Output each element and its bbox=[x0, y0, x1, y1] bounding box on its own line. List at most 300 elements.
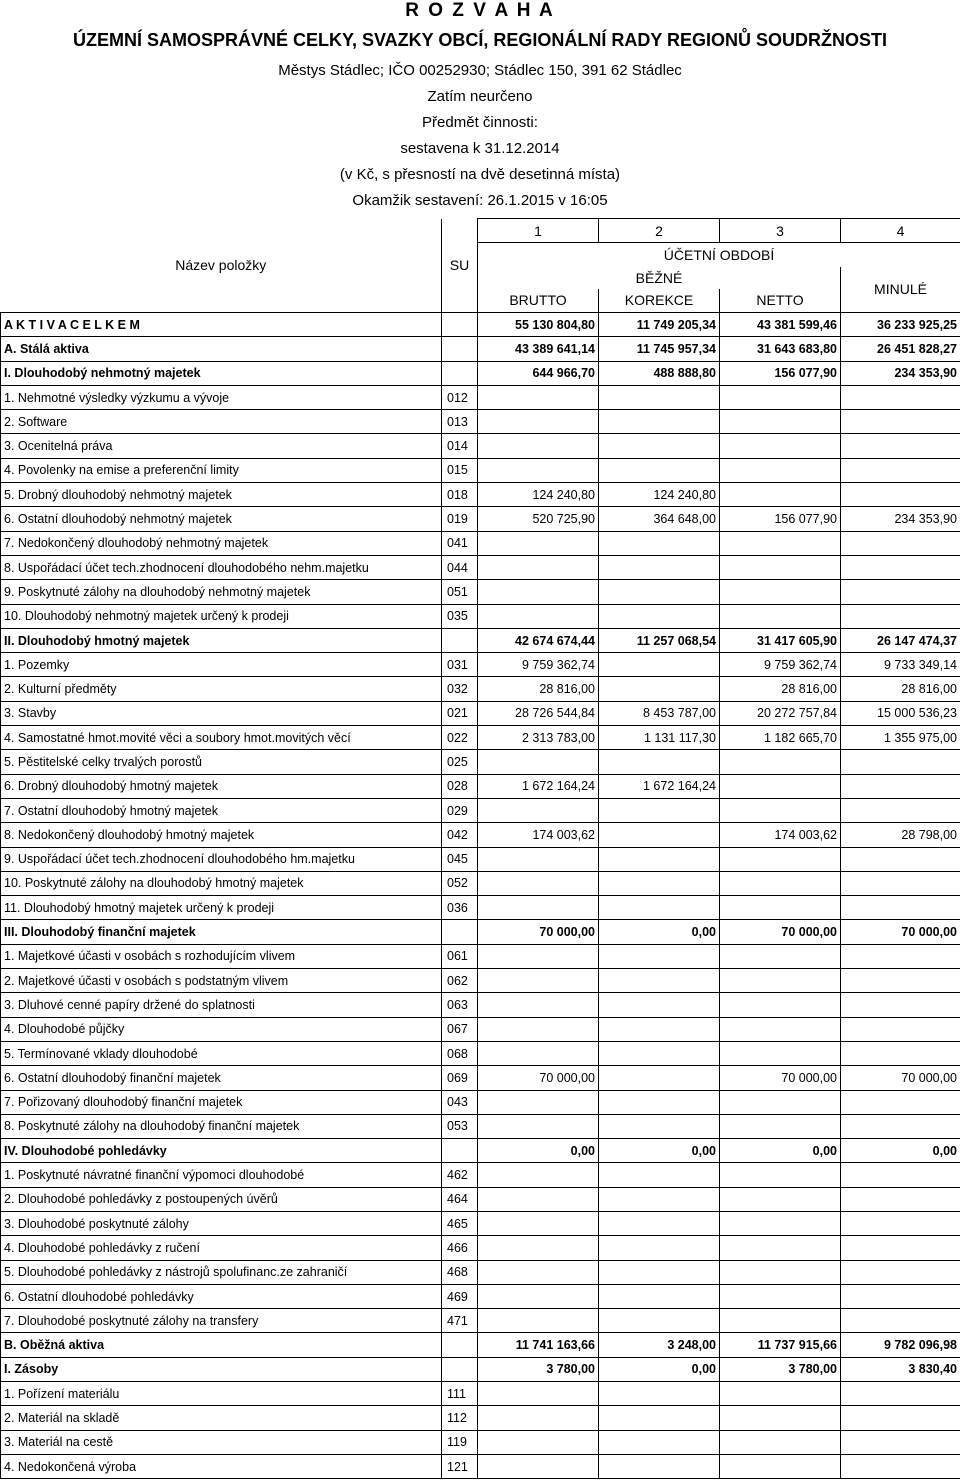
row-netto bbox=[720, 1454, 841, 1478]
row-brutto bbox=[478, 1041, 599, 1065]
table-row bbox=[1, 726, 960, 750]
row-minule bbox=[841, 847, 960, 871]
row-name: 8. Nedokončený dlouhodobý hmotný majetek bbox=[1, 823, 442, 847]
row-minule: 9 733 349,14 bbox=[841, 653, 960, 677]
row-korekce: 488 888,80 bbox=[599, 361, 720, 385]
row-netto bbox=[720, 1163, 841, 1187]
row-netto: 9 759 362,74 bbox=[720, 653, 841, 677]
row-brutto: 174 003,62 bbox=[478, 823, 599, 847]
row-netto bbox=[720, 1382, 841, 1406]
row-netto bbox=[720, 871, 841, 895]
row-netto: 43 381 599,46 bbox=[720, 313, 841, 337]
table-row bbox=[1, 313, 960, 337]
row-su bbox=[442, 628, 478, 652]
units-note: (v Kč, s přesností na dvě desetinná místa) bbox=[339, 166, 621, 183]
row-minule bbox=[841, 434, 960, 458]
row-brutto bbox=[478, 385, 599, 409]
row-brutto bbox=[478, 993, 599, 1017]
table-row bbox=[1, 1333, 960, 1357]
row-korekce bbox=[599, 434, 720, 458]
row-name: 3. Ocenitelná práva bbox=[1, 434, 442, 458]
row-brutto bbox=[478, 1382, 599, 1406]
row-netto bbox=[720, 458, 841, 482]
row-name: 2. Software bbox=[1, 410, 442, 434]
row-brutto bbox=[478, 1090, 599, 1114]
row-su: 063 bbox=[442, 993, 478, 1017]
table-row bbox=[1, 1236, 960, 1260]
row-korekce bbox=[599, 969, 720, 993]
table-row bbox=[1, 507, 960, 531]
row-brutto bbox=[478, 555, 599, 579]
row-name: 3. Stavby bbox=[1, 701, 442, 725]
row-su: 045 bbox=[442, 847, 478, 871]
balance-table bbox=[0, 218, 960, 1479]
row-brutto: 42 674 674,44 bbox=[478, 628, 599, 652]
row-name: I. Dlouhodobý nehmotný majetek bbox=[1, 361, 442, 385]
row-netto bbox=[720, 774, 841, 798]
row-korekce bbox=[599, 993, 720, 1017]
table-row bbox=[1, 604, 960, 628]
row-name: 5. Dlouhodobé pohledávky z nástrojů spolufinanc.ze zahraničí bbox=[1, 1260, 442, 1284]
row-korekce bbox=[599, 1187, 720, 1211]
row-su: 462 bbox=[442, 1163, 478, 1187]
row-brutto bbox=[478, 458, 599, 482]
row-name: 1. Nehmotné výsledky výzkumu a vývoje bbox=[1, 385, 442, 409]
row-name: 8. Poskytnuté zálohy na dlouhodobý finanční majetek bbox=[1, 1114, 442, 1138]
row-korekce bbox=[599, 944, 720, 968]
row-minule: 15 000 536,23 bbox=[841, 701, 960, 725]
row-korekce bbox=[599, 1066, 720, 1090]
row-name: 10. Poskytnuté zálohy na dlouhodobý hmotný majetek bbox=[1, 871, 442, 895]
row-name: 6. Ostatní dlouhodobý finanční majetek bbox=[1, 1066, 442, 1090]
row-name: 4. Dlouhodobé pohledávky z ručení bbox=[1, 1236, 442, 1260]
row-su: 112 bbox=[442, 1406, 478, 1430]
row-brutto bbox=[478, 798, 599, 822]
row-minule: 70 000,00 bbox=[841, 920, 960, 944]
row-brutto bbox=[478, 1163, 599, 1187]
row-brutto bbox=[478, 1236, 599, 1260]
current-period-header: BĚŽNÉ bbox=[478, 267, 841, 289]
row-name: 3. Dluhové cenné papíry držené do splatnosti bbox=[1, 993, 442, 1017]
row-korekce: 364 648,00 bbox=[599, 507, 720, 531]
row-su: 025 bbox=[442, 750, 478, 774]
row-korekce: 11 745 957,34 bbox=[599, 337, 720, 361]
row-netto bbox=[720, 1211, 841, 1235]
row-minule bbox=[841, 410, 960, 434]
row-netto bbox=[720, 1260, 841, 1284]
row-netto bbox=[720, 993, 841, 1017]
row-name: I. Zásoby bbox=[1, 1357, 442, 1381]
table-row bbox=[1, 1454, 960, 1478]
row-minule bbox=[841, 604, 960, 628]
row-korekce bbox=[599, 871, 720, 895]
row-name: 7. Dlouhodobé poskytnuté zálohy na transfery bbox=[1, 1309, 442, 1333]
row-brutto bbox=[478, 896, 599, 920]
table-row bbox=[1, 1430, 960, 1454]
report-header bbox=[0, 0, 960, 214]
row-su: 031 bbox=[442, 653, 478, 677]
row-korekce bbox=[599, 1041, 720, 1065]
row-su: 042 bbox=[442, 823, 478, 847]
row-su: 051 bbox=[442, 580, 478, 604]
row-minule bbox=[841, 969, 960, 993]
row-netto bbox=[720, 1284, 841, 1308]
row-minule bbox=[841, 871, 960, 895]
row-minule: 28 816,00 bbox=[841, 677, 960, 701]
row-brutto: 1 672 164,24 bbox=[478, 774, 599, 798]
table-row bbox=[1, 458, 960, 482]
row-minule bbox=[841, 1406, 960, 1430]
row-korekce bbox=[599, 1309, 720, 1333]
row-netto bbox=[720, 483, 841, 507]
row-korekce bbox=[599, 385, 720, 409]
row-korekce bbox=[599, 1284, 720, 1308]
row-name: 9. Poskytnuté zálohy na dlouhodobý nehmotný majetek bbox=[1, 580, 442, 604]
row-name: 10. Dlouhodobý nehmotný majetek určený k prodeji bbox=[1, 604, 442, 628]
row-minule: 234 353,90 bbox=[841, 507, 960, 531]
row-korekce: 11 257 068,54 bbox=[599, 628, 720, 652]
table-row bbox=[1, 701, 960, 725]
row-brutto: 43 389 641,14 bbox=[478, 337, 599, 361]
table-row bbox=[1, 337, 960, 361]
row-brutto bbox=[478, 1309, 599, 1333]
row-minule bbox=[841, 944, 960, 968]
row-korekce bbox=[599, 1454, 720, 1478]
row-su: 466 bbox=[442, 1236, 478, 1260]
row-minule: 26 147 474,37 bbox=[841, 628, 960, 652]
row-su: 053 bbox=[442, 1114, 478, 1138]
row-korekce bbox=[599, 798, 720, 822]
row-minule bbox=[841, 1211, 960, 1235]
row-brutto: 70 000,00 bbox=[478, 920, 599, 944]
as-of-date: sestavena k 31.12.2014 bbox=[400, 140, 560, 157]
row-su bbox=[442, 1333, 478, 1357]
row-name: 4. Dlouhodobé půjčky bbox=[1, 1017, 442, 1041]
row-netto bbox=[720, 410, 841, 434]
row-su: 043 bbox=[442, 1090, 478, 1114]
row-su bbox=[442, 313, 478, 337]
row-su: 052 bbox=[442, 871, 478, 895]
row-netto bbox=[720, 434, 841, 458]
row-netto bbox=[720, 555, 841, 579]
row-netto bbox=[720, 1430, 841, 1454]
row-name: 2. Kulturní předměty bbox=[1, 677, 442, 701]
row-netto: 156 077,90 bbox=[720, 361, 841, 385]
row-korekce: 124 240,80 bbox=[599, 483, 720, 507]
row-su bbox=[442, 1357, 478, 1381]
row-brutto bbox=[478, 531, 599, 555]
table-row bbox=[1, 555, 960, 579]
table-row bbox=[1, 1163, 960, 1187]
row-name: 5. Pěstitelské celky trvalých porostů bbox=[1, 750, 442, 774]
col-number-4: 4 bbox=[841, 219, 960, 243]
row-korekce: 1 672 164,24 bbox=[599, 774, 720, 798]
table-row bbox=[1, 871, 960, 895]
row-su: 111 bbox=[442, 1382, 478, 1406]
row-netto bbox=[720, 1090, 841, 1114]
row-minule: 9 782 096,98 bbox=[841, 1333, 960, 1357]
row-name: 5. Termínované vklady dlouhodobé bbox=[1, 1041, 442, 1065]
row-brutto bbox=[478, 969, 599, 993]
table-row bbox=[1, 628, 960, 652]
row-brutto bbox=[478, 944, 599, 968]
table-row bbox=[1, 1382, 960, 1406]
row-su: 028 bbox=[442, 774, 478, 798]
table-row bbox=[1, 823, 960, 847]
table-row bbox=[1, 774, 960, 798]
row-netto: 31 417 605,90 bbox=[720, 628, 841, 652]
row-korekce: 0,00 bbox=[599, 1357, 720, 1381]
row-netto: 1 182 665,70 bbox=[720, 726, 841, 750]
row-brutto bbox=[478, 1430, 599, 1454]
row-korekce bbox=[599, 1260, 720, 1284]
row-minule bbox=[841, 483, 960, 507]
table-row bbox=[1, 1187, 960, 1211]
table-row bbox=[1, 677, 960, 701]
row-su: 041 bbox=[442, 531, 478, 555]
row-name: 7. Ostatní dlouhodobý hmotný majetek bbox=[1, 798, 442, 822]
row-netto bbox=[720, 798, 841, 822]
row-korekce bbox=[599, 1382, 720, 1406]
row-brutto: 520 725,90 bbox=[478, 507, 599, 531]
table-row bbox=[1, 1406, 960, 1430]
row-netto bbox=[720, 1041, 841, 1065]
row-su: 032 bbox=[442, 677, 478, 701]
row-su: 019 bbox=[442, 507, 478, 531]
row-brutto bbox=[478, 1017, 599, 1041]
row-korekce bbox=[599, 458, 720, 482]
row-minule: 3 830,40 bbox=[841, 1357, 960, 1381]
row-netto: 0,00 bbox=[720, 1139, 841, 1163]
row-korekce bbox=[599, 555, 720, 579]
row-su: 035 bbox=[442, 604, 478, 628]
table-row bbox=[1, 1139, 960, 1163]
row-minule: 1 355 975,00 bbox=[841, 726, 960, 750]
row-brutto bbox=[478, 604, 599, 628]
row-su bbox=[442, 1139, 478, 1163]
table-row bbox=[1, 1114, 960, 1138]
row-su: 036 bbox=[442, 896, 478, 920]
row-name: 7. Nedokončený dlouhodobý nehmotný majetek bbox=[1, 531, 442, 555]
row-su: 471 bbox=[442, 1309, 478, 1333]
row-netto bbox=[720, 750, 841, 774]
row-korekce bbox=[599, 896, 720, 920]
su-header: SU bbox=[442, 219, 478, 313]
row-minule bbox=[841, 1187, 960, 1211]
table-row bbox=[1, 798, 960, 822]
row-brutto: 9 759 362,74 bbox=[478, 653, 599, 677]
row-netto: 28 816,00 bbox=[720, 677, 841, 701]
row-netto bbox=[720, 896, 841, 920]
row-korekce: 0,00 bbox=[599, 1139, 720, 1163]
korekce-header: KOREKCE bbox=[599, 289, 720, 313]
row-netto: 31 643 683,80 bbox=[720, 337, 841, 361]
row-minule: 28 798,00 bbox=[841, 823, 960, 847]
row-brutto: 55 130 804,80 bbox=[478, 313, 599, 337]
row-name: 4. Nedokončená výroba bbox=[1, 1454, 442, 1478]
row-su: 121 bbox=[442, 1454, 478, 1478]
row-brutto: 28 816,00 bbox=[478, 677, 599, 701]
row-brutto: 2 313 783,00 bbox=[478, 726, 599, 750]
row-netto bbox=[720, 531, 841, 555]
row-netto bbox=[720, 944, 841, 968]
entity-status: Zatím neurčeno bbox=[427, 88, 533, 105]
row-brutto: 28 726 544,84 bbox=[478, 701, 599, 725]
row-name: 8. Uspořádací účet tech.zhodnocení dlouhodobého nehm.majetku bbox=[1, 555, 442, 579]
row-minule bbox=[841, 1163, 960, 1187]
row-minule bbox=[841, 580, 960, 604]
row-brutto: 11 741 163,66 bbox=[478, 1333, 599, 1357]
row-netto bbox=[720, 1236, 841, 1260]
row-su: 061 bbox=[442, 944, 478, 968]
row-korekce: 8 453 787,00 bbox=[599, 701, 720, 725]
row-korekce bbox=[599, 1163, 720, 1187]
col-number-1: 1 bbox=[478, 219, 599, 243]
row-brutto bbox=[478, 1284, 599, 1308]
row-korekce bbox=[599, 410, 720, 434]
row-korekce bbox=[599, 750, 720, 774]
row-name: 2. Majetkové účasti v osobách s podstatným vlivem bbox=[1, 969, 442, 993]
row-su: 022 bbox=[442, 726, 478, 750]
row-su: 029 bbox=[442, 798, 478, 822]
row-brutto bbox=[478, 580, 599, 604]
row-minule bbox=[841, 1284, 960, 1308]
row-name: 2. Dlouhodobé pohledávky z postoupených úvěrů bbox=[1, 1187, 442, 1211]
row-minule bbox=[841, 1430, 960, 1454]
row-su: 062 bbox=[442, 969, 478, 993]
row-brutto bbox=[478, 410, 599, 434]
table-row bbox=[1, 1357, 960, 1381]
row-name: 1. Pořízení materiálu bbox=[1, 1382, 442, 1406]
row-netto: 174 003,62 bbox=[720, 823, 841, 847]
row-minule: 234 353,90 bbox=[841, 361, 960, 385]
row-name: 2. Materiál na skladě bbox=[1, 1406, 442, 1430]
row-korekce bbox=[599, 1017, 720, 1041]
row-brutto bbox=[478, 1260, 599, 1284]
row-netto bbox=[720, 580, 841, 604]
item-name-header: Název položky bbox=[1, 219, 442, 313]
row-su: 069 bbox=[442, 1066, 478, 1090]
row-brutto bbox=[478, 1406, 599, 1430]
table-row bbox=[1, 993, 960, 1017]
row-name: 9. Uspořádací účet tech.zhodnocení dlouhodobého hm.majetku bbox=[1, 847, 442, 871]
row-name: III. Dlouhodobý finanční majetek bbox=[1, 920, 442, 944]
table-body bbox=[1, 313, 960, 1479]
row-korekce bbox=[599, 1406, 720, 1430]
table-row bbox=[1, 410, 960, 434]
row-su: 012 bbox=[442, 385, 478, 409]
row-korekce bbox=[599, 604, 720, 628]
row-su: 464 bbox=[442, 1187, 478, 1211]
row-minule bbox=[841, 1041, 960, 1065]
row-netto bbox=[720, 1187, 841, 1211]
col-number-2: 2 bbox=[599, 219, 720, 243]
previous-period-header: MINULÉ bbox=[841, 267, 960, 313]
row-name: A K T I V A C E L K E M bbox=[1, 313, 442, 337]
row-brutto bbox=[478, 1114, 599, 1138]
report-subtitle: ÚZEMNÍ SAMOSPRÁVNÉ CELKY, SVAZKY OBCÍ, REGIONÁLNÍ RADY REGIONŮ SOUDRŽNOSTI bbox=[72, 30, 888, 50]
row-korekce bbox=[599, 531, 720, 555]
row-su: 469 bbox=[442, 1284, 478, 1308]
row-minule bbox=[841, 555, 960, 579]
row-minule: 36 233 925,25 bbox=[841, 313, 960, 337]
row-minule bbox=[841, 798, 960, 822]
row-minule bbox=[841, 896, 960, 920]
table-row bbox=[1, 847, 960, 871]
table-row bbox=[1, 385, 960, 409]
row-brutto: 644 966,70 bbox=[478, 361, 599, 385]
table-row bbox=[1, 580, 960, 604]
row-brutto: 3 780,00 bbox=[478, 1357, 599, 1381]
row-minule bbox=[841, 458, 960, 482]
row-name: 1. Poskytnuté návratné finanční výpomoci dlouhodobé bbox=[1, 1163, 442, 1187]
row-brutto: 70 000,00 bbox=[478, 1066, 599, 1090]
row-netto bbox=[720, 1114, 841, 1138]
row-su: 468 bbox=[442, 1260, 478, 1284]
row-minule bbox=[841, 1382, 960, 1406]
row-netto bbox=[720, 1406, 841, 1430]
row-korekce bbox=[599, 1090, 720, 1114]
row-name: IV. Dlouhodobé pohledávky bbox=[1, 1139, 442, 1163]
row-korekce bbox=[599, 1211, 720, 1235]
table-row bbox=[1, 1309, 960, 1333]
row-minule bbox=[841, 531, 960, 555]
row-minule bbox=[841, 993, 960, 1017]
report-title: R O Z V A H A bbox=[405, 0, 555, 21]
row-name: 1. Pozemky bbox=[1, 653, 442, 677]
row-minule bbox=[841, 1017, 960, 1041]
table-row bbox=[1, 434, 960, 458]
row-su: 465 bbox=[442, 1211, 478, 1235]
row-su bbox=[442, 361, 478, 385]
table-row bbox=[1, 531, 960, 555]
table-row bbox=[1, 1090, 960, 1114]
row-netto bbox=[720, 847, 841, 871]
row-korekce: 11 749 205,34 bbox=[599, 313, 720, 337]
row-netto bbox=[720, 385, 841, 409]
row-name: 3. Dlouhodobé poskytnuté zálohy bbox=[1, 1211, 442, 1235]
row-minule bbox=[841, 1260, 960, 1284]
row-brutto: 0,00 bbox=[478, 1139, 599, 1163]
table-row bbox=[1, 1041, 960, 1065]
row-name: 6. Drobný dlouhodobý hmotný majetek bbox=[1, 774, 442, 798]
row-minule bbox=[841, 1090, 960, 1114]
table-row bbox=[1, 361, 960, 385]
row-brutto bbox=[478, 1211, 599, 1235]
row-minule bbox=[841, 1236, 960, 1260]
table-row bbox=[1, 896, 960, 920]
row-name: 6. Ostatní dlouhodobý nehmotný majetek bbox=[1, 507, 442, 531]
row-brutto bbox=[478, 750, 599, 774]
row-name: 1. Majetkové účasti v osobách s rozhodujícím vlivem bbox=[1, 944, 442, 968]
row-su bbox=[442, 920, 478, 944]
row-netto: 3 780,00 bbox=[720, 1357, 841, 1381]
row-netto bbox=[720, 604, 841, 628]
row-minule bbox=[841, 1114, 960, 1138]
row-name: B. Oběžná aktiva bbox=[1, 1333, 442, 1357]
row-netto bbox=[720, 1017, 841, 1041]
row-korekce: 0,00 bbox=[599, 920, 720, 944]
row-netto: 20 272 757,84 bbox=[720, 701, 841, 725]
row-korekce bbox=[599, 1114, 720, 1138]
table-row bbox=[1, 1211, 960, 1235]
row-korekce bbox=[599, 580, 720, 604]
row-korekce: 3 248,00 bbox=[599, 1333, 720, 1357]
row-korekce bbox=[599, 1236, 720, 1260]
row-name: 4. Povolenky na emise a preferenční limity bbox=[1, 458, 442, 482]
row-netto: 11 737 915,66 bbox=[720, 1333, 841, 1357]
col-number-3: 3 bbox=[720, 219, 841, 243]
